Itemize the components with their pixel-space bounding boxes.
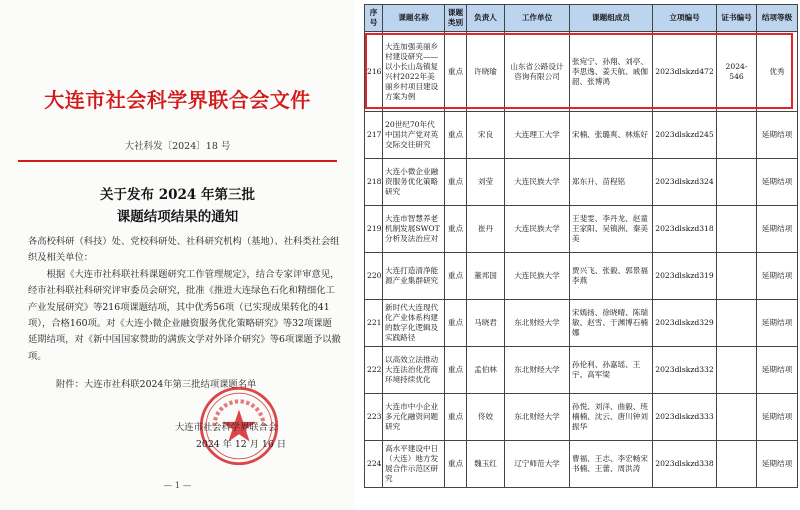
cell-no: 218 [365, 159, 383, 206]
cell-members: 贾兴飞、张毅、郭景福李燕 [570, 253, 653, 300]
cell-name: 高水平建设中日（大连）地方发展合作示范区研究 [383, 441, 445, 488]
cell-proj-no: 2023dlskzd332 [653, 347, 717, 394]
cell-members: 曹福、王志、李宏畅宋书楠、王蕾、周洪涛 [570, 441, 653, 488]
cell-unit: 山东省公路设计咨询有限公司 [505, 32, 570, 112]
cell-unit: 东北财经大学 [505, 347, 570, 394]
table-row [365, 159, 798, 206]
cell-no: 217 [365, 112, 383, 159]
cell-members: 郑东升、苗程铭 [570, 159, 653, 206]
cell-type: 重点 [445, 206, 467, 253]
table-header-row [365, 5, 798, 32]
cell-no: 224 [365, 441, 383, 488]
table-row [365, 347, 798, 394]
header-cert-no: 证书编号 [717, 5, 757, 32]
table-row [365, 441, 798, 488]
cell-type: 重点 [445, 300, 467, 347]
cell-name: 以高效立法推动大连法治化营商环境持续优化 [383, 347, 445, 394]
cell-cert-no [717, 112, 757, 159]
cell-leader: 魏玉红 [467, 441, 505, 488]
notice-body [28, 234, 341, 365]
cell-leader: 刘莹 [467, 159, 505, 206]
table-row [365, 112, 798, 159]
notice-salutation: 各高校科研（科技）处、党校科研处、社科研究机构（基地）、社科类社会组织及相关单位： [28, 236, 340, 264]
cell-leader: 佟姣 [467, 394, 505, 441]
cell-type: 重点 [445, 112, 467, 159]
document-number: 大社科发〔2024〕18 号 [124, 141, 231, 152]
cell-members: 张宛宁、孙翔、刘亭、李思逸、姜天航、戚伽韶、张博鸿 [570, 32, 653, 112]
cell-unit: 大连民族大学 [505, 206, 570, 253]
cell-members: 宋嫣扬、徐晓晴、陈瑞敏、赵雪、于渊博石楠娜 [570, 300, 653, 347]
cell-leader: 崔丹 [467, 206, 505, 253]
cell-name: 大连打造清净能源产业集群研究 [383, 253, 445, 300]
cell-grade: 延期结项 [757, 253, 798, 300]
sign-date: 2024 年 12 月 16 日 [196, 439, 286, 450]
header-members: 课题组成员 [570, 5, 653, 32]
cell-type: 重点 [445, 347, 467, 394]
cell-grade: 延期结项 [757, 394, 798, 441]
result-table [364, 4, 798, 488]
cell-grade: 延期结项 [757, 112, 798, 159]
cell-name: 大连加强美丽乡村建设研究——以小长山岛镇复兴村2022年美丽乡村项目建设方案为例 [383, 32, 445, 112]
cell-type: 重点 [445, 253, 467, 300]
cell-no: 219 [365, 206, 383, 253]
cell-leader: 宋良 [467, 112, 505, 159]
cell-proj-no: 2023dlskzd333 [653, 394, 717, 441]
cell-proj-no: 2023dlskzd472 [653, 32, 717, 112]
cell-cert-no [717, 300, 757, 347]
notice-attachment: 附件：大连市社科联2024年第三批结项课题名单 [56, 379, 257, 390]
cell-members: 孙伦利、孙嘉瑶、王宇、高军梁 [570, 347, 653, 394]
cell-grade: 延期结项 [757, 300, 798, 347]
cell-grade: 延期结项 [757, 441, 798, 488]
sign-organization: 大连市社会科学界联合会 [175, 422, 278, 433]
cell-grade: 延期结项 [757, 159, 798, 206]
cell-no: 216 [365, 32, 383, 112]
cell-grade: 延期结项 [757, 347, 798, 394]
notice-paragraph: 根据《大连市社科联社科课题研究工作管理规定》，结合专家评审意见，经市社科联社科研究评审委员会研究，批准《推进大连绿色石化和精细化工产业发展研究》等216项课题结项，其中优秀56项（已实现成果转化的41项），合格160项。对《大连小微企业融资服务优化策略研究》等32项课题延期结项，对《新中国国家赞助的满族文学对外译介研究》等6项课题予以撤项。 [28, 268, 341, 362]
cell-no: 220 [365, 253, 383, 300]
cell-unit: 东北财经大学 [505, 394, 570, 441]
cell-proj-no: 2023dlskzd329 [653, 300, 717, 347]
cell-name: 大连市中小企业多元化融资问题研究 [383, 394, 445, 441]
header-proj-no: 立项编号 [653, 5, 717, 32]
cell-no: 223 [365, 394, 383, 441]
header-unit: 工作单位 [505, 5, 570, 32]
cell-cert-no [717, 441, 757, 488]
cell-name: 20世纪70年代中国共产党对英交际交往研究 [383, 112, 445, 159]
table-row [365, 253, 798, 300]
cell-type: 重点 [445, 441, 467, 488]
cell-proj-no: 2023dlskzd324 [653, 159, 717, 206]
cell-proj-no: 2023dlskzd318 [653, 206, 717, 253]
header-grade: 结项等级 [757, 5, 798, 32]
cell-cert-no [717, 253, 757, 300]
cell-proj-no: 2023dlskzd338 [653, 441, 717, 488]
cell-leader: 孟伯林 [467, 347, 505, 394]
result-table-container [364, 4, 797, 488]
cell-cert-no [717, 347, 757, 394]
cell-unit: 大连民族大学 [505, 159, 570, 206]
cell-cert-no [717, 206, 757, 253]
cell-members: 孙悦、刘洋、曲毅、班楠楠、沈云、唐川钟刘振华 [570, 394, 653, 441]
cell-no: 221 [365, 300, 383, 347]
cell-members: 王斐雯、李丹龙、赵童王家阳、吴镇洲、秦美美 [570, 206, 653, 253]
cell-name: 大连小微企业融资服务优化策略研究 [383, 159, 445, 206]
cell-proj-no: 2023dlskzd245 [653, 112, 717, 159]
notice-title-line2: 课题结项结果的通知 [116, 209, 239, 225]
cell-unit: 大连民族大学 [505, 253, 570, 300]
cell-leader: 许晓瑜 [467, 32, 505, 112]
header-no: 序号 [365, 5, 383, 32]
cell-grade: 延期结项 [757, 206, 798, 253]
table-row [365, 394, 798, 441]
cell-unit: 辽宁师范大学 [505, 441, 570, 488]
document-header: 大连市社会科学界联合会文件 [44, 88, 311, 112]
header-name: 课题名称 [383, 5, 445, 32]
cell-grade: 优秀 [757, 32, 798, 112]
cell-leader: 董邦国 [467, 253, 505, 300]
notice-title [0, 184, 355, 228]
notice-document [0, 0, 355, 510]
cell-unit: 东北财经大学 [505, 300, 570, 347]
table-row [365, 206, 798, 253]
cell-members: 宋楠、张璐爽、林炼好 [570, 112, 653, 159]
notice-title-line1: 关于发布 2024 年第三批 [100, 187, 255, 203]
table-row [365, 32, 798, 112]
cell-type: 重点 [445, 159, 467, 206]
cell-cert-no [717, 159, 757, 206]
cell-type: 重点 [445, 32, 467, 112]
red-divider [18, 160, 337, 162]
cell-proj-no: 2023dlskzd319 [653, 253, 717, 300]
cell-cert-no: 2024-546 [717, 32, 757, 112]
table-row [365, 300, 798, 347]
page-number: — 1 — [163, 481, 192, 491]
cell-leader: 马晓君 [467, 300, 505, 347]
cell-name: 新时代大连现代化产业体系构建的数字化逻辑及实践路径 [383, 300, 445, 347]
cell-no: 222 [365, 347, 383, 394]
header-leader: 负责人 [467, 5, 505, 32]
cell-cert-no [717, 394, 757, 441]
cell-name: 大连市智慧养老机制发展SWOT分析及法治应对 [383, 206, 445, 253]
cell-unit: 大连理工大学 [505, 112, 570, 159]
cell-type: 重点 [445, 394, 467, 441]
header-type: 课题类别 [445, 5, 467, 32]
